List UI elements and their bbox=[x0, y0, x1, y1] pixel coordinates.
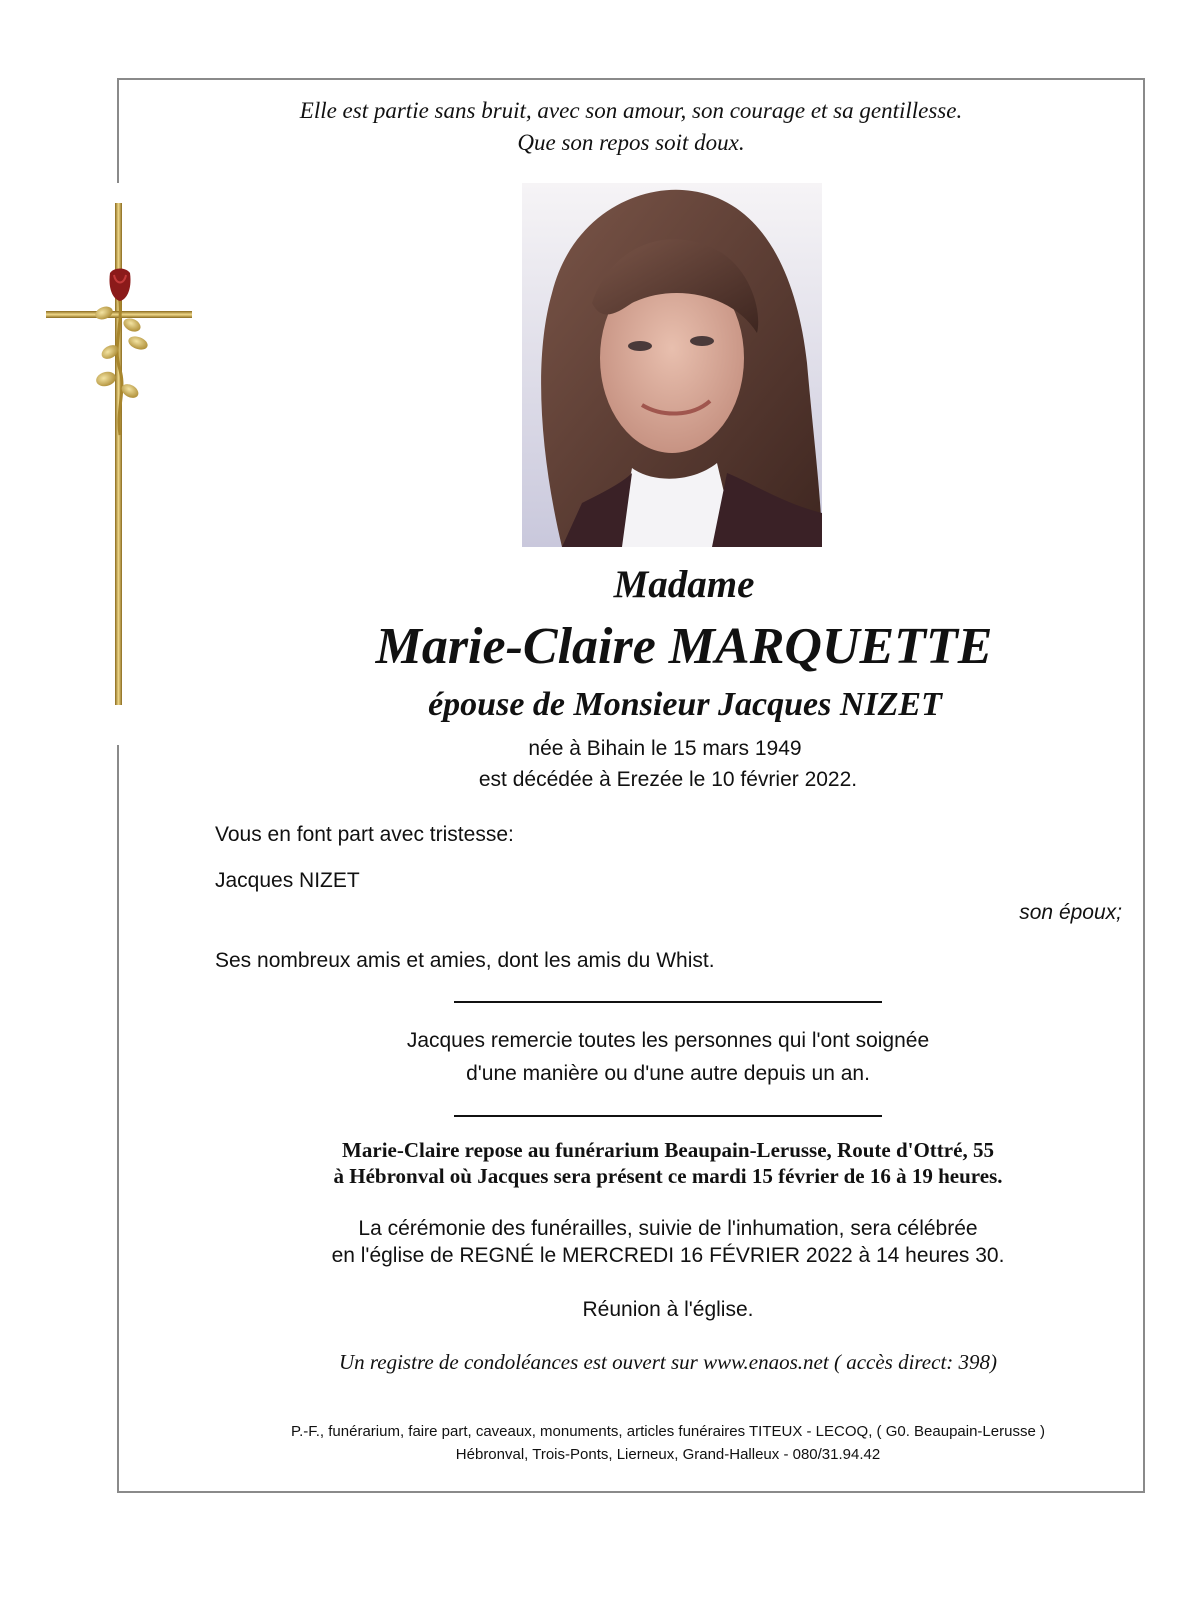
divider-1 bbox=[454, 1001, 882, 1003]
birth-line: née à Bihain le 15 mars 1949 bbox=[528, 737, 802, 760]
announcement-intro: Vous en font part avec tristesse: bbox=[215, 823, 514, 846]
visitation-line-1: Marie-Claire repose au funérarium Beaupain-Lerusse, Route d'Ottré, 55 bbox=[342, 1138, 994, 1162]
spouse-line: épouse de Monsieur Jacques NIZET bbox=[428, 686, 942, 723]
thanks-line-1: Jacques remercie toutes les personnes qui l'ont soignée bbox=[406, 1029, 930, 1052]
death-line: est décédée à Erezée le 10 février 2022. bbox=[478, 768, 858, 791]
visitation-line-2: à Hébronval où Jacques sera présent ce mardi 15 février de 16 à 19 heures. bbox=[333, 1164, 1003, 1188]
condolence-registry: Un registre de condoléances est ouvert sur www.enaos.net ( accès direct: 398) bbox=[338, 1350, 998, 1374]
frame-border-bottom bbox=[117, 1491, 1145, 1493]
portrait-photo bbox=[522, 183, 822, 547]
ceremony-line-2: en l'église de REGNÉ le MERCREDI 16 FÉVRIER 2022 à 14 heures 30. bbox=[331, 1244, 1005, 1267]
ceremony-line-1: La cérémonie des funérailles, suivie de l'inhumation, sera célébrée bbox=[358, 1217, 978, 1240]
honorific-title: Madame bbox=[613, 563, 755, 606]
quote-line-1: Elle est partie sans bruit, avec son amour, son courage et sa gentillesse. bbox=[299, 98, 963, 123]
friends-line: Ses nombreux amis et amies, dont les amis du Whist. bbox=[215, 949, 715, 972]
frame-border-top bbox=[117, 78, 1145, 80]
family-spouse-name: Jacques NIZET bbox=[215, 869, 360, 892]
meeting-line: Réunion à l'église. bbox=[582, 1298, 754, 1321]
thanks-line-2: d'une manière ou d'une autre depuis un an. bbox=[466, 1062, 870, 1085]
divider-2 bbox=[454, 1115, 882, 1117]
frame-border-left-lower bbox=[117, 745, 119, 1493]
footer-line-2: Hébronval, Trois-Ponts, Lierneux, Grand-Halleux - 080/31.94.42 bbox=[455, 1446, 881, 1463]
footer-line-1: P.-F., funérarium, faire part, caveaux, monuments, articles funéraires TITEUX - LECOQ, ( G0. Beaupain-Lerusse ) bbox=[291, 1423, 1045, 1440]
family-spouse-role: son époux; bbox=[1019, 901, 1122, 924]
deceased-name: Marie-Claire MARQUETTE bbox=[375, 618, 993, 675]
quote-line-2: Que son repos soit doux. bbox=[517, 130, 745, 155]
